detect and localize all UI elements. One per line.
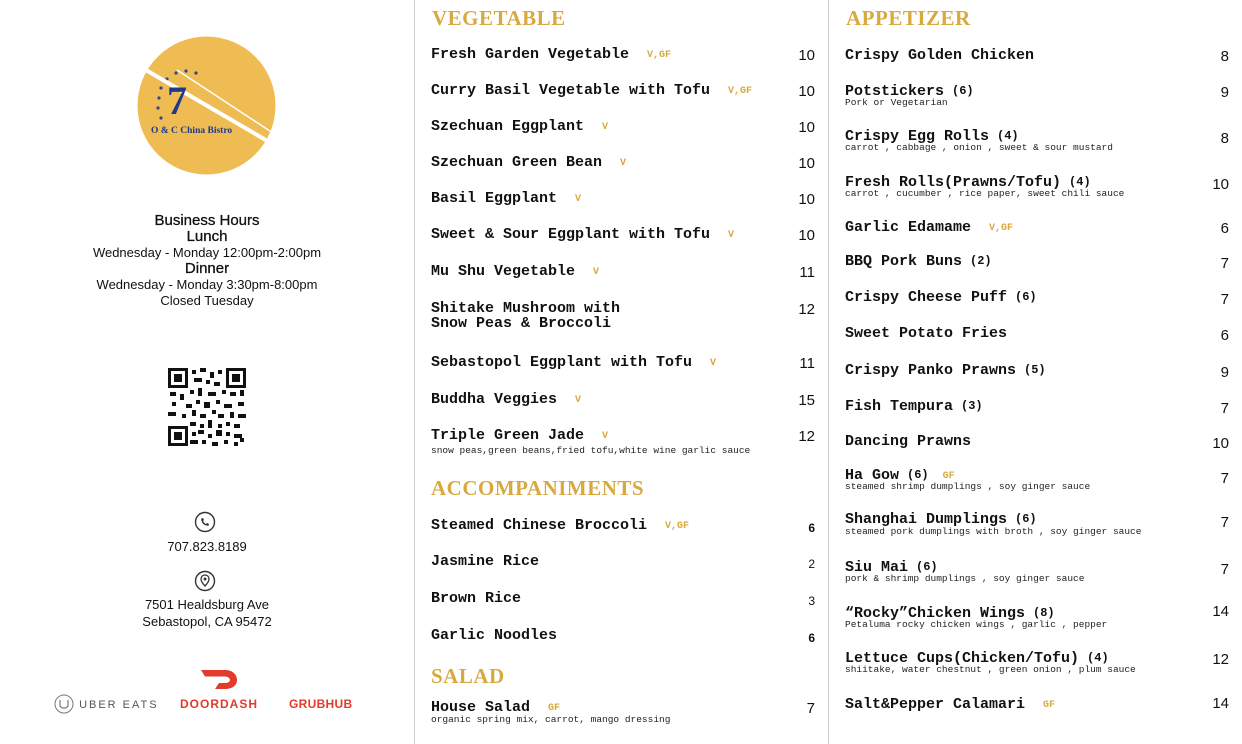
closed-day: Closed Tuesday [160,293,254,308]
dinner-time: Wednesday - Monday 3:30pm-8:00pm [96,277,318,292]
lunch-label: Lunch [186,228,228,245]
address-line-1: 7501 Healdsburg Ave [144,597,270,612]
dinner-label: Dinner [184,260,230,277]
phone-number[interactable]: 707.823.8189 [167,539,247,554]
appetizer-title: APPETIZER [846,6,971,30]
business-hours [0,212,414,309]
restaurant-logo [137,36,276,175]
ubereats-text: UBER EATS [79,699,159,711]
ubereats-icon [54,694,74,714]
lunch-time: Wednesday - Monday 12:00pm-2:00pm [92,245,322,260]
address-line-2: Sebastopol, CA 95472 [142,614,272,629]
location-pin-icon [194,570,216,592]
appetizer-column: APPETIZER Crispy Golden Chicken 8 Potstickers (6) Pork or Vegetarian 9 Crispy Egg Rolls (4) carrot , cabbage , onion , sweet & sour mustard 8 Fresh Rolls(Prawns/Tofu) (4) carrot , cucumber , rice paper, sweet chili sauce 10 Garlic Edamame V,GF 6 BBQ Pork Buns (2) 7 Crispy Cheese Puff (6) 7 Sweet Potato Fries 6 Crispy Panko Prawns (5) 9 Fish Tempura (3) 7 Dancing Prawns 10 Ha Gow (6) GF steamed shrimp dumplings , soy ginger sauce 7 Shanghai Dumplings (6) steamed pork dumplings with broth , soy ginger sauce 7 Siu Mai (6) pork & shrimp dumplings , soy ginger sauce 7 “Rocky”Chicken Wings (8) Petaluma rocky chicken wings , garlic , pepper 14 Lettuce Cups(Chicken/Tofu) (4) shiitake, water chestnut , green onion , plum sauce 12 Salt&Pepper Calamari GF 14 [828,0,1242,744]
svg-text:7: 7 [167,78,187,123]
ubereats-logo[interactable] [54,694,159,714]
vegetable-column: VEGETABLE Fresh Garden Vegetable V,GF 10 Curry Basil Vegetable with Tofu V,GF 10 Szechuan Eggplant V 10 Szechuan Green Bean V 10 Basil Eggplant V 10 Sweet & Sour Eggplant with Tofu V 10 Mu Shu Vegetable V 11 Shitake Mushroom with Snow Peas & Broccoli 12 Sebastopol Eggplant with Tofu V 11 Buddha Veggies V 15 Triple Green Jade V snow peas,green beans,fried tofu,white wine garlic sauce 12 ACCOMPANIMENTS Steamed Chinese Broccoli V,GF 6 Jasmine Rice 2 Brown Rice 3 Garlic Noodles 6 SALAD House Salad GF organic spring mix, carrot, mango dressing 7 [414,0,828,744]
grubhub-logo[interactable]: GRUBHUB [289,697,353,711]
qr-code[interactable] [168,368,246,446]
vegetable-title: VEGETABLE [432,6,566,30]
doordash-icon [199,668,239,690]
accompaniments-title: ACCOMPANIMENTS [431,476,645,500]
hours-title: Business Hours [154,212,260,229]
phone-icon [194,511,216,533]
svg-text:O & C China Bistro: O & C China Bistro [151,126,233,136]
doordash-logo[interactable] [174,668,264,711]
salad-title: SALAD [431,664,505,688]
doordash-text: DOORDASH [179,697,258,711]
info-column [0,0,414,744]
